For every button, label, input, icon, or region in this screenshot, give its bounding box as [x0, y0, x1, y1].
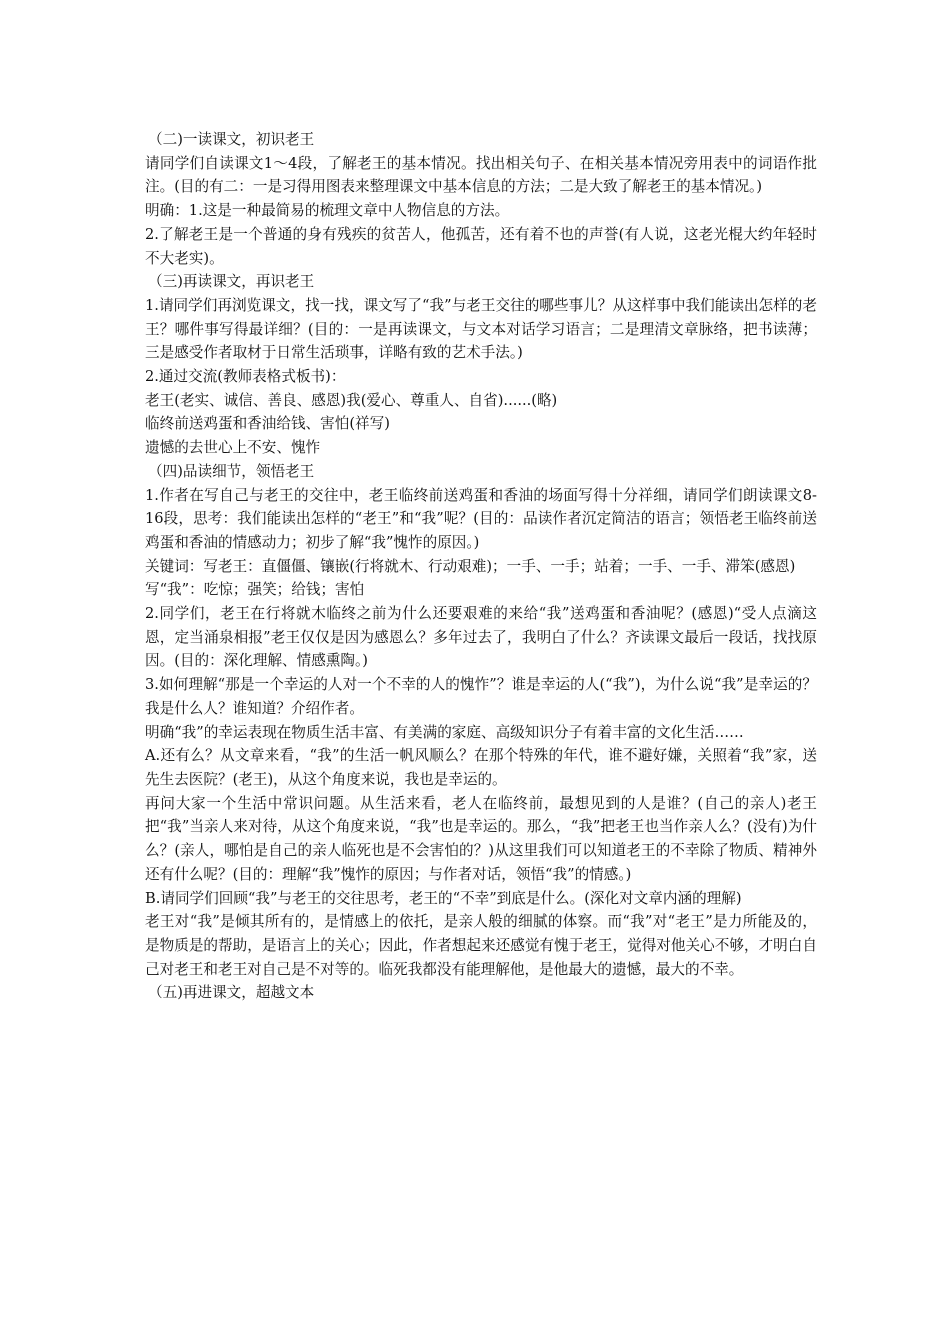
section-heading-4: （四)品读细节，领悟老王 — [148, 462, 315, 480]
paragraph: 明确“我”的幸运表现在物质生活丰富、有美满的家庭、高级知识分子有着丰富的文化生活…… — [145, 723, 744, 741]
section-heading-5: （五)再进课文，超越文本 — [148, 984, 315, 1002]
paragraph: 关键词：写老王：直僵僵、镶嵌(行将就木、行动艰难)；一手、一手；站着；一手、一手、滞笨(感恩) — [145, 557, 796, 575]
paragraph: 再问大家一个生活中常识问题。从生活来看，老人在临终前，最想见到的人是谁？(自己的亲人)老王把“我”当亲人来对待，从这个角度来说，“我”也是幸运的。那么，“我”把老王也当作亲人么？(没有)为什么？(亲人，哪怕是自己的亲人临死也是不会害怕的？)从这里我们可以知道老王的不幸除了物质、精神外还有什么呢？(目的：理解“我”愧怍的原因；与作者对话，领悟“我”的情感。) — [145, 794, 817, 883]
paragraph: 临终前送鸡蛋和香油给钱、害怕(祥写) — [145, 415, 390, 433]
paragraph: 1.请同学们再浏览课文，找一找，课文写了“我”与老王交往的哪些事儿？从这样事中我们能读出怎样的老王？哪件事写得最详细？(目的：一是再读课文，与文本对话学习语言；二是理清文章脉络，把书读薄；三是感受作者取材于日常生活琐事，详略有致的艺术手法。) — [145, 296, 817, 362]
paragraph: 1.作者在写自己与老王的交往中，老王临终前送鸡蛋和香油的场面写得十分祥细，请同学们朗读课文8-16段，思考：我们能读出怎样的“老王”和“我”呢？(目的：品读作者沉定简洁的语言；领悟老王临终前送鸡蛋和香油的情感动力；初步了解“我”愧怍的原因。) — [145, 486, 817, 551]
paragraph: 写“我”：吃惊；强笑；给钱；害怕 — [145, 581, 365, 599]
paragraph: 3.如何理解“那是一个幸运的人对一个不幸的人的愧怍”？谁是幸运的人(“我”)，为什么说“我”是幸运的？我是什么人？谁知道？介绍作者。 — [145, 676, 817, 717]
paragraph: 2.了解老王是一个普通的身有残疾的贫苦人，他孤苦，还有着不也的声誉(有人说，这老光棍大约年轻时不大老实)。 — [145, 225, 817, 267]
paragraph: B.请同学们回顾“我”与老王的交往思考，老王的“不幸”到底是什么。(深化对文章内涵的理解) — [145, 889, 742, 907]
paragraph: 遗憾的去世心上不安、愧怍 — [145, 439, 321, 457]
section-heading-3: （三)再读课文，再识老王 — [148, 273, 315, 291]
paragraph: 请同学们自读课文1～4段，了解老王的基本情况。找出相关句子、在相关基本情况旁用表中的词语作批注。(目的有二：一是习得用图表来整理课文中基本信息的方法；二是大致了解老王的基本情况。) — [145, 154, 817, 196]
document-body — [145, 128, 817, 1005]
section-heading-2: （二)一读课文，初识老王 — [148, 131, 315, 148]
paragraph: A.还有么？从文章来看，“我”的生活一帆风顺么？在那个特殊的年代，谁不避好嫌，关照着“我”家，送先生去医院？(老王)，从这个角度来说，我也是幸运的。 — [145, 747, 817, 788]
paragraph: 2.同学们，老王在行将就木临终之前为什么还要艰难的来给“我”送鸡蛋和香油呢？(感恩)“受人点滴这恩，定当涌泉相报”老王仅仅是因为感恩么？多年过去了，我明白了什么？齐读课文最后一段话，找找原因。(目的：深化理解、情感熏陶。) — [145, 605, 817, 670]
paragraph: 老王(老实、诚信、善良、感恩)我(爱心、尊重人、自省)......(略) — [145, 391, 558, 409]
paragraph: 老王对“我”是倾其所有的，是情感上的依托，是亲人般的细腻的体察。而“我”对“老王”是力所能及的，是物质是的帮助，是语言上的关心；因此，作者想起来还感觉有愧于老王，觉得对他关心不够，才明白自己对老王和老王对自己是不对等的。临死我都没有能理解他，是他最大的遗憾，最大的不幸。 — [145, 913, 817, 978]
paragraph: 2.通过交流(教师表格式板书)： — [145, 368, 346, 386]
paragraph: 明确：1.这是一种最简易的梳理文章中人物信息的方法。 — [145, 202, 510, 220]
